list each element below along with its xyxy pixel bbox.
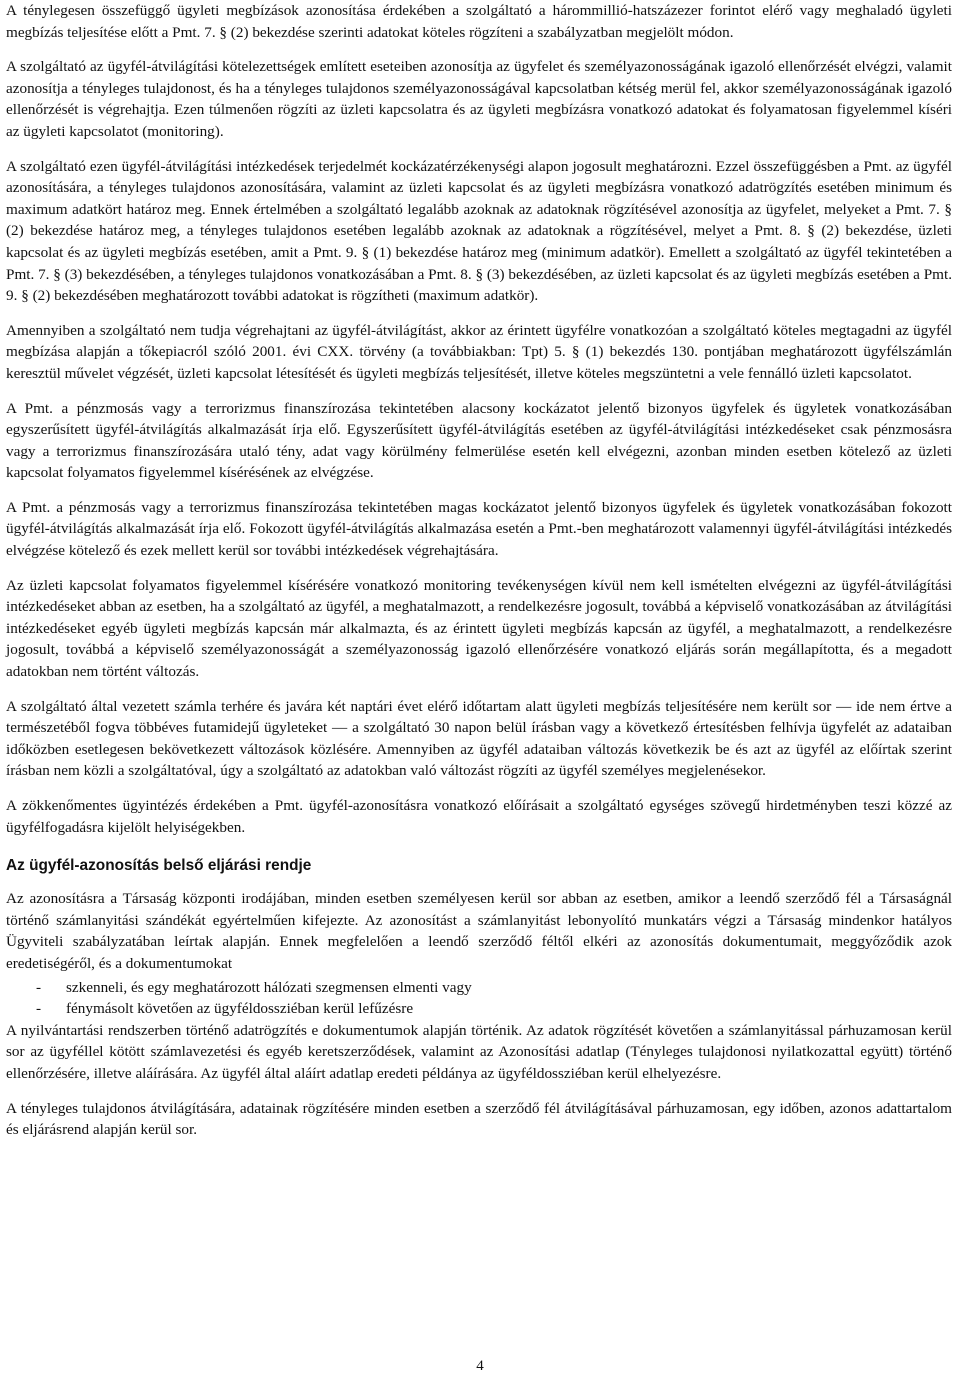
paragraph-due-diligence-duties: A szolgáltató az ügyfél-átvilágítási kötelezettségek említett eseteiben azonosítja az ügyfelet és személyazonosságának igazoló ellenőrzését elvégzi, valamit azonosítja a tényleges tulajdonost, és ha a tényleges tulajdonos személyazonosságával kapcsolatban kétség merül fel, akkor személyazonosságának igazoló ellenőrzését is végrehajtja. Ezen túlmenően rögzíti az üzleti kapcsolatra és az ügyleti megbízásra vonatkozó adatokat és folyamatosan figyelemmel kíséri az ügyleti kapcsolatot (monitoring). xyxy=(6,58,952,140)
paragraph-risk-based-scope: A szolgáltató ezen ügyfél-átvilágítási intézkedések terjedelmét kockázatérzékenységi alapon jogosult meghatározni. Ezzel összefüggésben a Pmt. az ügyfél azonosítására, a tényleges tulajdonos azonosítására, valamint az üzleti kapcsolat és az ügyleti megbízásra vonatkozó adatrögzítés esetében minimum és maximum adatkört határoz meg. Ennek értelmében a szolgáltató legalább azoknak az adatoknak rögzítésével azonosítja az ügyfelet, melyeket a Pmt. 7. § (2) bekezdése határoz meg, a tényleges tulajdonos esetében legalább azoknak az adatoknak a rögzítésével, melyet a Pmt. 8. § (2) bekezdése, üzleti kapcsolat és az ügyleti megbízás esetében, amit a Pmt. 9. § (1) bekezdése határoz meg (minimum adatkör). Emellett a szolgáltató az ügyfél tekintetében a Pmt. 7. § (3) bekezdésében, a tényleges tulajdonos vonatkozásában a Pmt. 8. § (3) bekezdésében, az üzleti kapcsolat és az ügyleti megbízás esetében a Pmt. 9. § (2) bekezdésében meghatározott további adatokat is rögzítheti (maximum adatkör). xyxy=(6,157,952,305)
document-handling-list xyxy=(6,977,952,1020)
paragraph-closing: A tényleges tulajdonos átvilágítására, adatainak rögzítésére minden esetben a szerződő fél átvilágításával párhuzamosan, egy időben, azonos adattartalom és eljárásrend alapján kerül sor. xyxy=(6,1099,952,1139)
list-item-text: szkenneli, és egy meghatározott hálózati szegmensen elmenti vagy xyxy=(66,978,472,996)
document-page xyxy=(6,0,952,1141)
list-marker: - xyxy=(36,1000,42,1018)
list-item xyxy=(6,977,952,999)
list-marker: - xyxy=(36,978,42,996)
list-item-text: fénymásolt követően az ügyféldossziéban kerül lefűzésre xyxy=(66,1000,414,1018)
paragraph-after-list: A nyilvántartási rendszerben történő adatrögzítés e dokumentumok alapján történik. Az adatok rögzítését követően a számlanyitással párhuzamosan kerül sor az ügyféllel kötött számlavezetési és egyéb keretszerződések, valamint az Azonosítási adatlap (Tényleges tulajdonosi nyilatkozattal együtt) történő ellenőrzésére, illetve aláírására. Az ügyfél által aláírt adatlap eredeti példánya az ügyféldossziéban kerül elhelyezésre. xyxy=(6,1021,952,1082)
list-item xyxy=(6,998,952,1020)
paragraph-section-intro: Az azonosításra a Társaság központi irodájában, minden esetben személyesen kerül sor abban az esetben, amikor a leendő szerződő fél a Társaságnál történő számlanyitási szándékát egyértelműen kifejezte. Az azonosítást a számlanyitást lebonyolító munkatárs végzi a Társaság mindenkor hatályos Ügyviteli szabályzatában leírtak alapján. Ennek megfelelően a leendő szerződő féltől elkéri az azonosítás dokumentumait, meggyőződik azok eredetiségéről, és a dokumentumokat xyxy=(6,890,952,972)
page-number: 4 xyxy=(476,1358,484,1374)
paragraph-simplified-due-diligence: A Pmt. a pénzmosás vagy a terrorizmus finanszírozása tekintetében alacsony kockázatot jelentő bizonyos ügyfelek és ügyletek vonatkozásában egyszerűsített ügyfél-átvilágítás alkalmazását írja elő. Egyszerűsített ügyfél-átvilágítás esetében az ügyfél-átvilágítási intézkedéseket csak pénzmosásra vagy a terrorizmus finanszírozására utaló tény, adat vagy körülmény felmerülése esetén kell elvégezni, azonban minden esetben kötelező az üzleti kapcsolat folyamatos figyelemmel kísérésének az elvégzése. xyxy=(6,399,952,482)
paragraph-refusal-obligation: Amennyiben a szolgáltató nem tudja végrehajtani az ügyfél-átvilágítást, akkor az érintett ügyfélre vonatkozóan a szolgáltató köteles megtagadni az ügyfél megbízása alapján a tőkepiacról szóló 2001. évi CXX. törvény (a továbbiakban: Tpt) 5. § (1) bekezdés 130. pontjában meghatározott ügyfélszámlán keresztül művelet végzését, üzleti kapcsolat létesítését és ügyleti megbízás teljesítését, illetve köteles megszüntetni a vele fennálló üzleti kapcsolatot. xyxy=(6,321,952,382)
paragraph-aggregated-orders: A ténylegesen összefüggő ügyleti megbízások azonosítása érdekében a szolgáltató a hárommillió-hatszázezer forintot elérő vagy meghaladó ügyleti megbízás teljesítése előtt a Pmt. 7. § (2) bekezdése szerinti adatokat köteles rögzíteni a szabályzatban megjelölt módon. xyxy=(6,2,952,41)
paragraph-announcement: A zökkenőmentes ügyintézés érdekében a Pmt. ügyfél-azonosításra vonatkozó előírásait a szolgáltató egységes szövegű hirdetményben teszi közzé az ügyfélfogadásra kijelölt helyiségekben. xyxy=(6,797,952,836)
paragraph-enhanced-due-diligence: A Pmt. a pénzmosás vagy a terrorizmus finanszírozása tekintetében magas kockázatot jelentő bizonyos ügyfelek és ügyletek vonatkozásában fokozott ügyfél-átvilágítás alkalmazását írja elő. Fokozott ügyfél-átvilágítás alkalmazása esetén a Pmt.-ben meghatározott valamennyi ügyfél-átvilágítási intézkedés elvégzése kötelező és ezek mellett kerül sor további intézkedések végrehajtására. xyxy=(6,498,952,560)
paragraph-monitoring: Az üzleti kapcsolat folyamatos figyelemmel kísérésére vonatkozó monitoring tevékenységen kívül nem kell ismételten elvégezni az ügyfél-átvilágítási intézkedéseket abban az esetben, ha a szolgáltató az ügyfél, a meghatalmazott, a rendelkezésre jogosult, továbbá a képviselő vonatkozásában az átvilágítási intézkedéseket egyéb ügyleti megbízás kapcsán már alkalmazta, és az érintett ügyleti megbízás kapcsán az ügyfél, a meghatalmazott, a rendelkezésre jogosult, továbbá a képviselő személyazonosságát a személyazonosság igazoló ellenőrzésére vonatkozó eljárás során megállapította, és a megadott adatokban nem történt változás. xyxy=(6,576,952,681)
paragraph-inactive-account: A szolgáltató által vezetett számla terhére és javára két naptári évet elérő időtartam alatt ügyleti megbízás teljesítésére nem került sor — ide nem értve a természetéből fogva többéves futamidejű ügyleteket — a szolgáltató 30 napon belül írásban vagy a következő értesítésben felhívja ügyfelét az adataiban időközben esetlegesen bekövetkezett változások közlésére. Amennyiben az ügyfél adataiban változás következik be és azt az ügyfél az előírtak szerint írásban nem közli a szolgáltatóval, úgy a szolgáltató az adatokban való változást rögzíti az ügyfél személyes megjelenésekor. xyxy=(6,697,952,780)
section-heading: Az ügyfél-azonosítás belső eljárási rendje xyxy=(6,857,312,875)
